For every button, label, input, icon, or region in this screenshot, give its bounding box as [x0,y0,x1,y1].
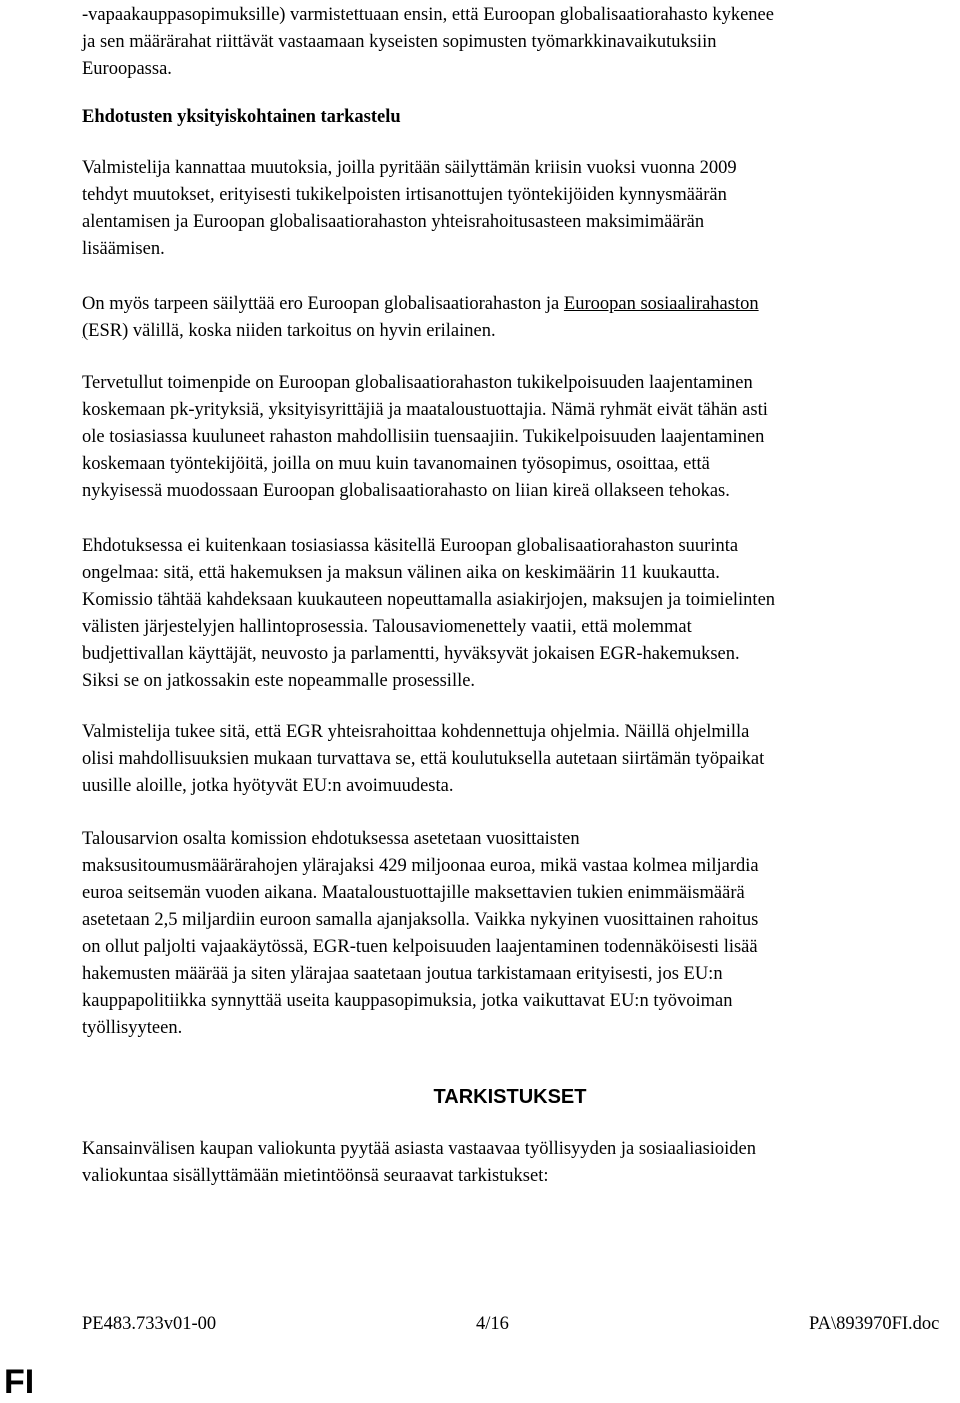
amendments-title: TARKISTUKSET [433,1086,587,1108]
text-line: ongelmaa: sitä, että hakemuksen ja maksun välinen aika on keskimäärin 11 kuukautta. [82,563,720,583]
text-line: kauppapolitiikka synnyttää useita kauppasopimuksia, jotka vaikuttavat EU:n työvoiman [82,991,733,1011]
language-code: FI [4,1363,35,1401]
paragraph-committee-request [82,1136,956,1190]
footer-page-number: 4/16 [476,1314,509,1334]
text-line: on ollut paljolti vajaakäytössä, EGR-tuen kelpoisuuden laajentaminen todennäköisesti lisää [82,937,758,957]
paragraph-cofinancing [82,719,956,800]
text-line: alentamisen ja Euroopan globalisaatiorahaston yhteisrahoitusasteen maksimimäärän [82,212,705,232]
text-line: hakemusten määrää ja siten ylärajaa saatetaan joutua tarkistamaan erityisesti, jos EU:n [82,964,723,984]
esf-link-continuation[interactable]: ( [82,321,89,341]
paragraph-eligibility-extension [82,370,956,505]
text-line: olisi mahdollisuuksien mukaan turvattava se, että koulutuksella autetaan siirtämän työpaikat [82,749,765,769]
text-line: Valmistelija tukee sitä, että EGR yhteisrahoittaa kohdennettuja ohjelmia. Näillä ohjelmilla [82,722,750,742]
text-line: budjettivallan käyttäjät, neuvosto ja parlamentti, hyväksyvät jokaisen EGR-hakemuksen. [82,644,740,664]
text-line: koskemaan työntekijöitä, joilla on muu kuin tavanomainen työsopimus, osoittaa, että [82,454,710,474]
text-line: koskemaan pk-yrityksiä, yksityisyrittäjiä ja maataloustuottajia. Nämä ryhmät eivät tähän asti [82,400,768,420]
paragraph-esf-distinction [82,291,956,345]
text-line: ja sen määrärahat riittävät vastaamaan kyseisten sopimusten työmarkkinavaikutuksiin [82,32,717,52]
paragraph-processing-time [82,533,956,695]
text-line: Siksi se on jatkossakin este nopeammalle prosessille. [82,671,476,691]
footer-doc-ref: PE483.733v01-00 [82,1314,217,1334]
esf-link[interactable]: Euroopan sosiaalirahaston [563,294,759,314]
paragraph-rapporteur-support [82,155,956,263]
text-line: lisäämisen. [82,239,165,259]
footer-file-name: PA\893970FI.doc [809,1314,940,1334]
section-heading: Ehdotusten yksityiskohtainen tarkastelu [82,107,401,127]
text-line: Euroopassa. [82,59,172,79]
text-line: asetetaan 2,5 miljardiin euroon samalla ajanjaksolla. Vaikka nykyinen vuosittainen rahoitus [82,910,759,930]
text-segment: On myös tarpeen säilyttää ero Euroopan globalisaatiorahaston ja [82,294,564,314]
text-line: Talousarvion osalta komission ehdotuksessa asetetaan vuosittaisten [82,829,580,849]
text-line: tehdyt muutokset, erityisesti tukikelpoisten irtisanottujen työntekijöiden kynnysmäärän [82,185,727,205]
text-line: nykyisessä muodossaan Euroopan globalisaatiorahasto on liian kireä ollakseen tehokas. [82,481,730,501]
text-line: euroa seitsemän vuoden aikana. Maataloustuottajille maksettavien tukien enimmäismäärä [82,883,745,903]
text-line: Ehdotuksessa ei kuitenkaan tosiasiassa käsitellä Euroopan globalisaatiorahaston suurinta [82,536,739,556]
text-line: Komissio tähtää kahdeksaan kuukauteen nopeuttamalla asiakirjojen, maksujen ja toimielinten [82,590,776,610]
text-line: uusille aloille, jotka hyötyvät EU:n avoimuudesta. [82,776,454,796]
text-line: -vapaakauppasopimuksille) varmistettuaan ensin, että Euroopan globalisaatiorahasto kykenee [82,5,774,25]
text-line: Tervetullut toimenpide on Euroopan globalisaatiorahaston tukikelpoisuuden laajentaminen [82,373,753,393]
text-line: Valmistelija kannattaa muutoksia, joilla pyritään säilyttämän kriisin vuoksi vuonna 2009 [82,158,737,178]
paragraph-budget [82,826,956,1042]
text-line [82,318,956,345]
text-segment: ESR) välillä, koska niiden tarkoitus on hyvin erilainen. [88,321,496,341]
text-line: maksusitoumusmäärärahojen ylärajaksi 429 miljoonaa euroa, mikä vastaa kolmea miljardia [82,856,759,876]
text-line: valiokuntaa sisällyttämään mietintöönsä seuraavat tarkistukset: [82,1166,549,1186]
continuation-paragraph [82,2,956,83]
text-line: ole tosiasiassa kuuluneet rahaston mahdollisiin tuensaajiin. Tukikelpoisuuden laajentaminen [82,427,765,447]
text-line [82,291,956,318]
text-line: Kansainvälisen kaupan valiokunta pyytää asiasta vastaavaa työllisyyden ja sosiaaliasioiden [82,1139,757,1159]
text-line: välisten järjestelyjen hallintoprosessia. Talousaviomenettely vaatii, että molemmat [82,617,692,637]
text-line: työllisyyteen. [82,1018,183,1038]
